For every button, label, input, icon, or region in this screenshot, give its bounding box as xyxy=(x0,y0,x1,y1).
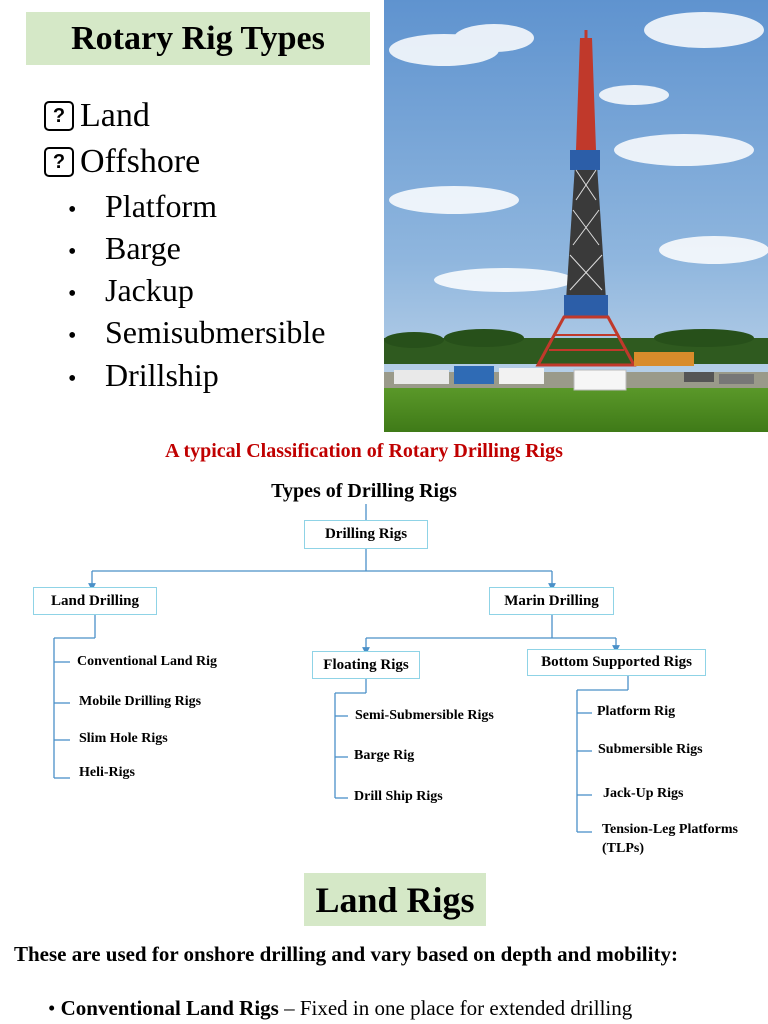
node-marine-drilling: Marin Drilling xyxy=(489,587,614,615)
missing-glyph-icon: ? xyxy=(44,101,74,131)
leaf-platform-rig: Platform Rig xyxy=(597,704,676,719)
offshore-type-label: Jackup xyxy=(105,272,194,308)
land-rigs-bullet xyxy=(48,996,632,1021)
rig-type-label: Offshore xyxy=(80,143,201,180)
node-drilling-rigs: Drilling Rigs xyxy=(304,520,428,549)
bullet-term: Conventional Land Rigs xyxy=(60,996,279,1020)
node-bottom-supported-rigs: Bottom Supported Rigs xyxy=(527,649,706,676)
offshore-type-item: • Drillship xyxy=(68,357,219,393)
offshore-type-label: Platform xyxy=(105,188,217,224)
leaf-conventional-land-rig: Conventional Land Rig xyxy=(77,654,218,669)
diagram-caption: A typical Classification of Rotary Drilling Rigs xyxy=(165,440,563,462)
diagram-heading: Types of Drilling Rigs xyxy=(271,480,457,502)
leaf-submersible-rigs: Submersible Rigs xyxy=(598,742,703,757)
leaf-heli-rigs: Heli-Rigs xyxy=(79,765,135,780)
leaf-semi-submersible-rigs: Semi-Submersible Rigs xyxy=(355,708,494,723)
offshore-type-item: • Barge xyxy=(68,230,181,266)
offshore-type-label: Barge xyxy=(105,230,181,266)
leaf-mobile-drilling-rigs: Mobile Drilling Rigs xyxy=(79,694,202,709)
drilling-rig-photo xyxy=(384,0,768,432)
rig-type-offshore xyxy=(44,142,200,182)
offshore-type-label: Semisubmersible xyxy=(105,314,326,350)
node-land-drilling: Land Drilling xyxy=(33,587,157,615)
leaf-jack-up-rigs: Jack-Up Rigs xyxy=(603,786,684,801)
missing-glyph-icon: ? xyxy=(44,147,74,177)
land-rigs-title: Land Rigs xyxy=(304,873,486,926)
rig-type-land xyxy=(44,96,150,136)
offshore-type-label: Drillship xyxy=(105,357,219,393)
land-rigs-intro: These are used for onshore drilling and vary based on depth and mobility: xyxy=(14,942,678,966)
offshore-type-item: • Platform xyxy=(68,188,217,224)
leaf-tlps: (TLPs) xyxy=(602,841,644,856)
bullet-marker: • xyxy=(48,996,56,1020)
leaf-slim-hole-rigs: Slim Hole Rigs xyxy=(79,731,168,746)
leaf-barge-rig: Barge Rig xyxy=(354,748,415,763)
node-floating-rigs: Floating Rigs xyxy=(312,651,420,679)
leaf-drill-ship-rigs: Drill Ship Rigs xyxy=(354,789,443,804)
slide-title: Rotary Rig Types xyxy=(26,12,370,65)
leaf-tension-leg-platforms: Tension-Leg Platforms xyxy=(602,822,738,837)
offshore-type-item: • Jackup xyxy=(68,272,194,308)
offshore-type-item: • Semisubmersible xyxy=(68,314,326,350)
bullet-text: – Fixed in one place for extended drilling xyxy=(278,996,633,1020)
rig-type-label: Land xyxy=(80,97,150,134)
